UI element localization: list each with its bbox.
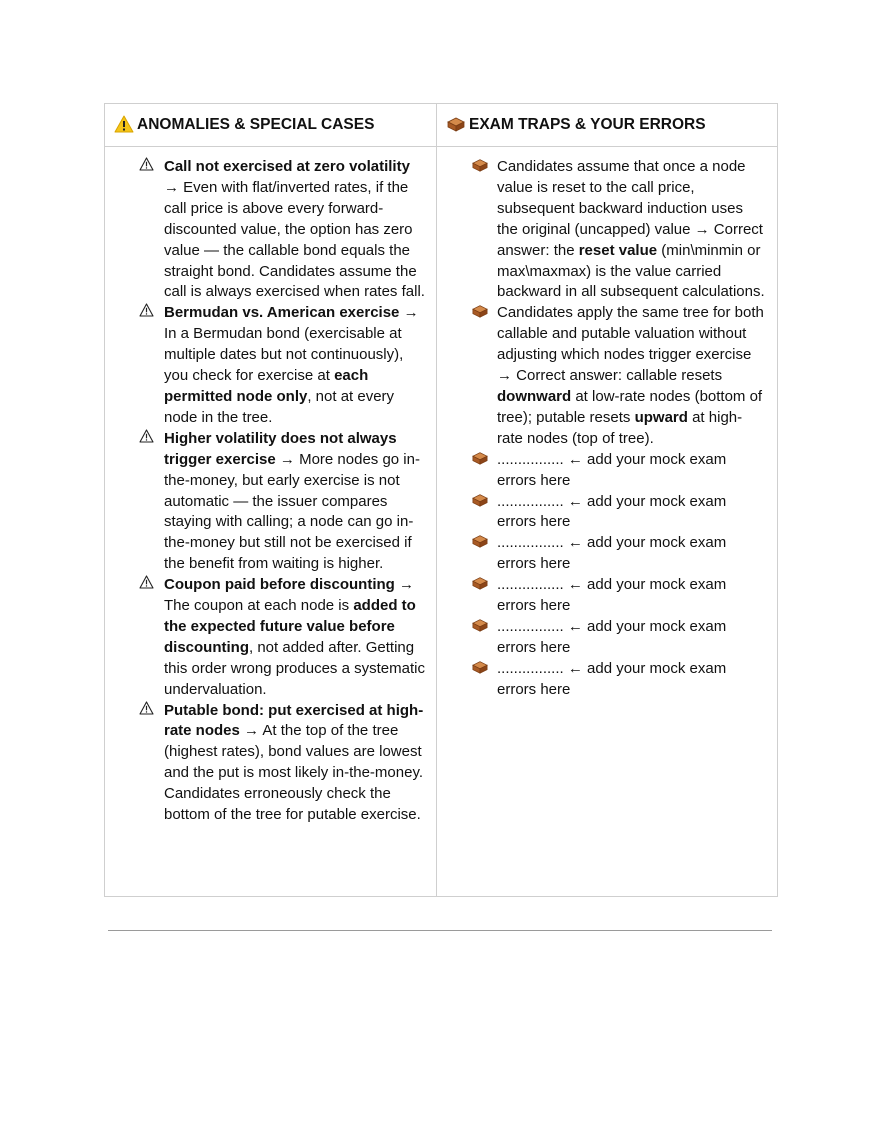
text: → Even with flat/inverted rates, if the call price is above every forward-discounted value, the option has zero value — the callable bond equals the straight bond. Candidates assume the call is always exercised when rates fall. — [164, 178, 425, 301]
text: (min\minmin or max\maxmax) is the value carried backward in all subsequent calculations. — [497, 241, 765, 301]
text: → At the top of the tree (highest rates), bond values are lowest and the put is most likely in-the-money. Candidates erroneously check the bottom of the tree for putable exercise. — [164, 722, 424, 824]
header-anomalies-label: ANOMALIES & SPECIAL CASES — [137, 116, 375, 133]
trap-item — [437, 450, 777, 492]
wood-brick-icon — [446, 115, 466, 135]
horizontal-divider — [108, 930, 772, 931]
traps-cell — [437, 147, 777, 896]
text: ................ ← add your mock exam errors here — [497, 659, 727, 698]
bold-text: upward — [634, 408, 688, 426]
anomalies-list — [105, 157, 436, 826]
trap-item — [437, 533, 777, 575]
warning-outline-icon — [137, 157, 155, 178]
anomaly-item — [105, 429, 436, 575]
header-anomalies — [105, 104, 437, 147]
text: at high-rate nodes (top of tree). — [497, 408, 743, 447]
notes-table — [104, 103, 778, 897]
warning-outline-icon — [137, 303, 155, 324]
text: , not at every node in the tree. — [164, 387, 395, 426]
text: ................ ← add your mock exam errors here — [497, 534, 727, 573]
warning-outline-icon — [137, 575, 155, 596]
text: ................ ← add your mock exam errors here — [497, 576, 727, 615]
wood-brick-icon — [471, 303, 489, 326]
anomaly-item — [105, 303, 436, 428]
text: ................ ← add your mock exam errors here — [497, 450, 727, 489]
warning-outline-icon — [137, 701, 155, 722]
wood-brick-icon — [471, 575, 489, 598]
bold-text: Call not exercised at zero volatility — [164, 158, 410, 175]
wood-brick-icon — [471, 450, 489, 473]
header-traps-label: EXAM TRAPS & YOUR ERRORS — [469, 116, 706, 133]
trap-item — [437, 492, 777, 534]
bold-text: Bermudan vs. American exercise — [164, 304, 400, 322]
bold-text: downward — [497, 387, 572, 405]
trap-item — [437, 575, 777, 617]
text: at low-rate nodes (bottom of tree); putable resets — [497, 387, 763, 426]
header-traps — [437, 104, 777, 147]
bold-text: Higher volatility does not always trigger exercise — [164, 429, 397, 468]
anomaly-item — [105, 157, 436, 303]
text: → In a Bermudan bond (exercisable at multiple dates but not continuously), you check for exercise at — [164, 304, 419, 385]
wood-brick-icon — [471, 617, 489, 640]
wood-brick-icon — [471, 659, 489, 682]
trap-item — [437, 659, 777, 701]
bold-text: Putable bond: put exercised at high-rate nodes — [164, 701, 424, 740]
text: ................ ← add your mock exam errors here — [497, 617, 727, 656]
text: Candidates apply the same tree for both callable and putable valuation without adjusting which nodes trigger exercise → Correct answer: callable resets — [497, 304, 764, 385]
bold-text: added to the expected future value before discounting — [164, 597, 416, 656]
text: → The coupon at each node is — [164, 576, 414, 615]
anomalies-cell — [105, 147, 437, 896]
wood-brick-icon — [471, 533, 489, 556]
wood-brick-icon — [471, 492, 489, 515]
anomaly-item — [105, 575, 436, 700]
warning-icon — [114, 115, 134, 135]
warning-outline-icon — [137, 429, 155, 450]
wood-brick-icon — [471, 157, 489, 180]
bold-text: reset value — [578, 241, 658, 259]
trap-item — [437, 303, 777, 449]
anomaly-item — [105, 701, 436, 826]
trap-item — [437, 157, 777, 303]
bold-text: each permitted node only — [164, 367, 369, 405]
text: , not added after. Getting this order wrong produces a systematic undervaluation. — [164, 638, 425, 698]
bold-text: Coupon paid before discounting — [164, 576, 395, 594]
traps-list — [437, 157, 777, 701]
text: → More nodes go in-the-money, but early exercise is not automatic — the issuer compares staying with calling; a node can go in-the-money but still not be exercised if the benefit from waiting is higher. — [164, 450, 420, 573]
trap-item — [437, 617, 777, 659]
text: Candidates assume that once a node value is reset to the call price, subsequent backward induction uses the original (uncapped) value → Correct answer: the — [497, 158, 763, 259]
text: ................ ← add your mock exam errors here — [497, 492, 727, 531]
